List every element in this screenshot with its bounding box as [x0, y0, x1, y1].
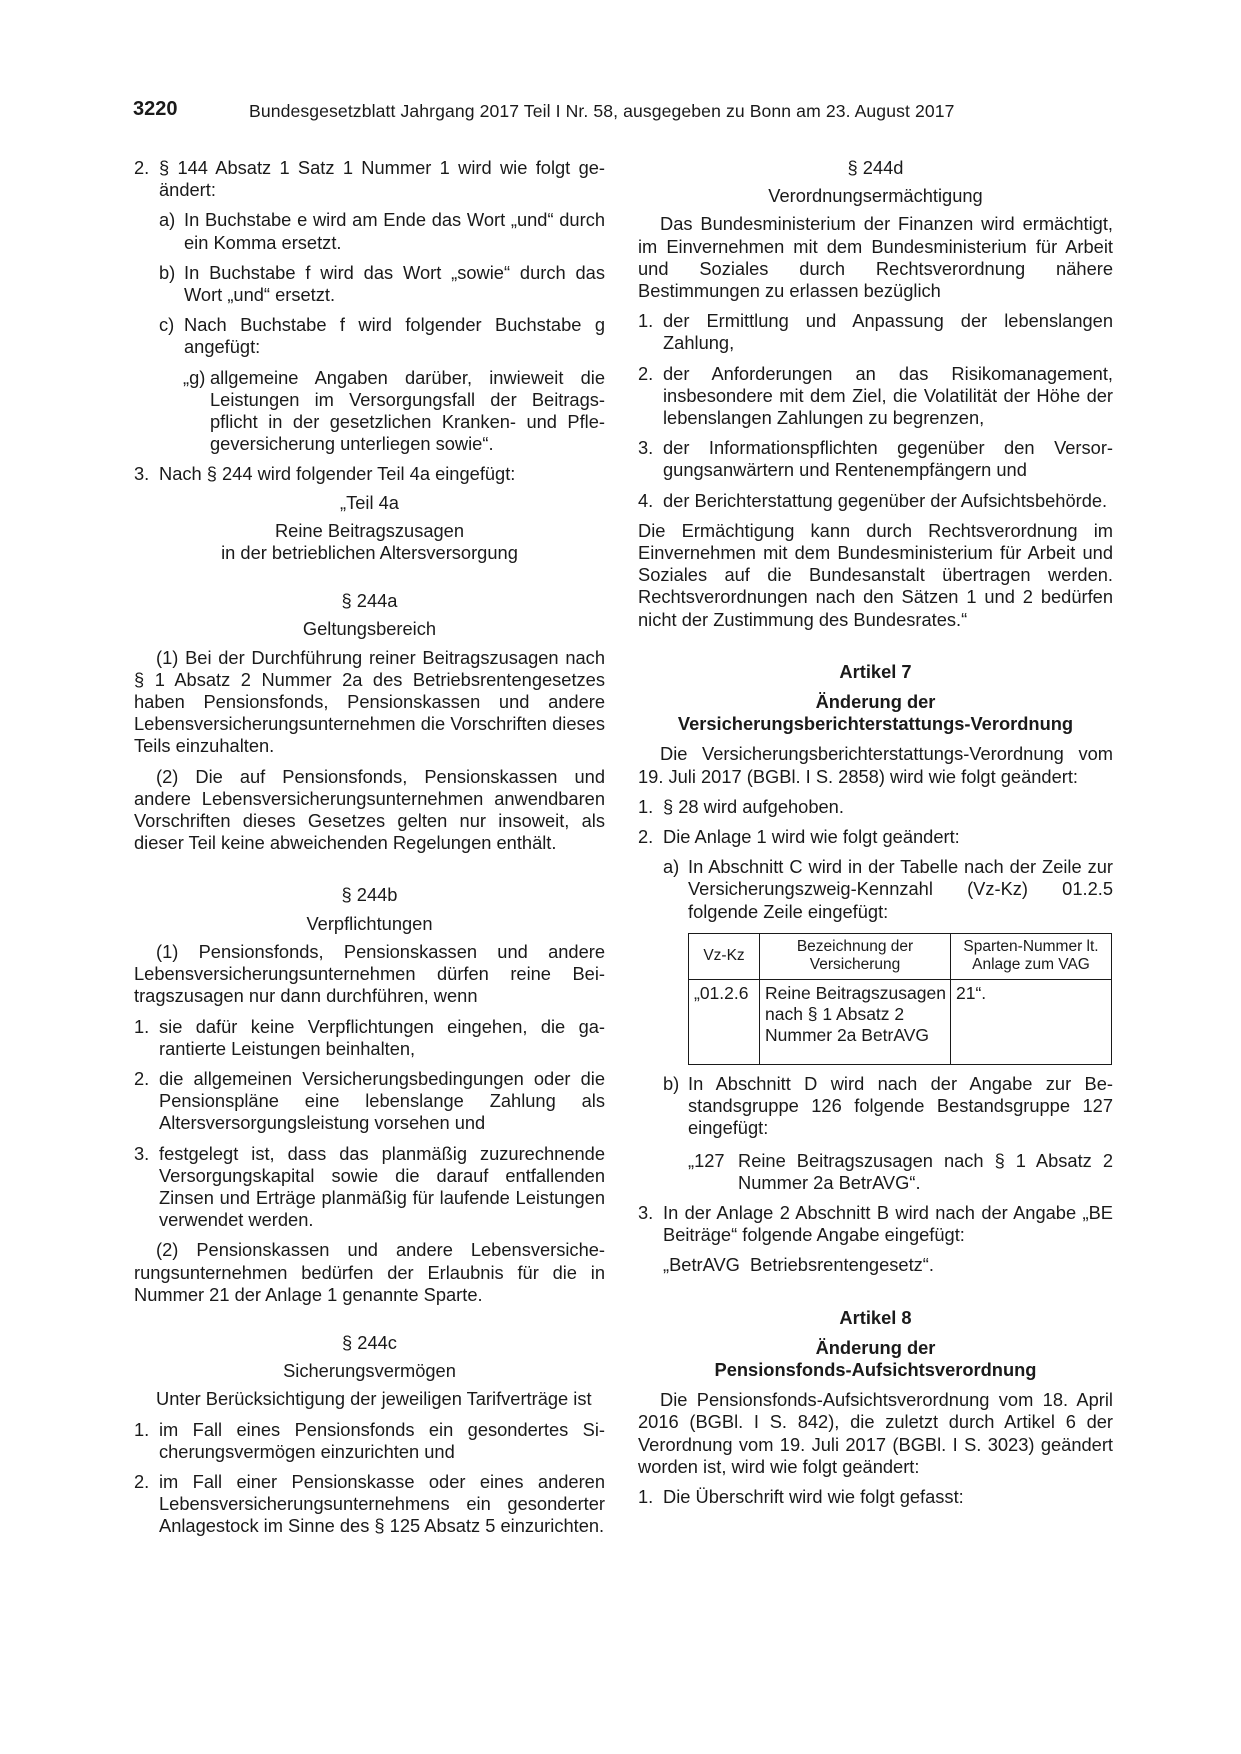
item-text: In Buchstabe e wird am Ende das Wort „und“ durch ein Komma ersetzt. — [184, 209, 605, 253]
item-number: 3. — [638, 1201, 654, 1223]
gazette-title: Bundesgesetzblatt Jahrgang 2017 Teil I Nr. 58, ausgegeben zu Bonn am 23. August 2017 — [249, 101, 955, 121]
item-text: Reine Beitragszusagen nach § 1 Absatz 2 Nummer 2a BetrAVG“. — [738, 1149, 1113, 1193]
item-text: allgemeine Angaben darüber, inwieweit die Leistungen im Versorgungsfall der Beitragspflicht in der gesetzlichen Kranken- und Pflegeversicherung unterliegen sowie“. — [210, 366, 605, 455]
item-number: 2. — [134, 157, 150, 178]
item-text: § 28 wird aufgehoben. — [663, 795, 844, 817]
table-cell: 21“. — [951, 979, 1112, 1064]
article-8-title-line-1: Änderung der — [815, 1336, 936, 1358]
item-2c-g — [134, 367, 605, 456]
item-text: im Fall einer Pensionskasse oder eines anderen Lebensversicherungsunternehmens ein gesonderter Anlagestock im Sinne des § 125 Absatz 5 einzurichten. — [159, 1470, 605, 1537]
section-244b-number: § 244b — [341, 884, 398, 906]
item-number: 1. — [638, 310, 654, 332]
item-2a — [134, 209, 605, 253]
item-text: In Abschnitt C wird in der Tabelle nach der Zeile zur Versicherungszweig-Kennzahl (Vz-Kz) 01.2.5 folgende Zeile eingefügt: — [688, 856, 1113, 922]
item-text: § 144 Absatz 1 Satz 1 Nummer 1 wird wie folgt geändert: — [159, 157, 605, 201]
list-item — [638, 310, 1113, 354]
item-number: 2. — [638, 826, 654, 848]
item-number: 3. — [638, 437, 654, 459]
section-244a-title: Geltungsbereich — [302, 618, 437, 640]
table-cell: „01.2.6 — [689, 979, 760, 1064]
list-item — [638, 437, 1113, 481]
article-8-heading: Artikel 8 — [839, 1306, 912, 1328]
item-number: „127 — [688, 1149, 725, 1171]
item-number: 2. — [134, 1067, 150, 1089]
page-header — [133, 98, 1113, 124]
item-text: sie dafür keine Verpflichtungen eingehen, die garantierte Leistungen beinhalten, — [159, 1015, 605, 1059]
item-text: der Ermittlung und Anpassung der lebenslangen Zahlung, — [663, 310, 1113, 354]
item-2b — [134, 262, 605, 306]
section-244d-number: § 244d — [847, 157, 904, 178]
item-number: 2. — [638, 362, 654, 384]
left-column — [134, 157, 605, 1538]
item-number: a) — [663, 856, 680, 878]
list-item — [638, 1073, 1113, 1140]
section-244d-title: Verordnungsermächtigung — [768, 185, 983, 207]
item-number: 2. — [134, 1470, 150, 1492]
item-number: 3. — [134, 463, 150, 485]
item-number: b) — [159, 261, 176, 283]
item-text: der Berichterstattung gegenüber der Aufsichtsbehörde. — [663, 489, 1108, 511]
paragraph: Die Pensionsfonds-Aufsichtsverordnung vom 18. April 2016 (BGBl. I S. 842), die zuletzt durch Artikel 6 der Verordnung vom 19. Juli 2017 (BGBl. I S. 3023) geändert worden ist, wird wie folgt geändert: — [638, 1389, 1113, 1477]
section-244c-title: Sicherungsvermögen — [283, 1360, 456, 1382]
item-text: Nach § 244 wird folgender Teil 4a eingefügt: — [159, 463, 516, 485]
item-text: die allgemeinen Versicherungsbedingungen oder die Pensionspläne eine lebenslange Zahlung als Altersversorgungsleistung vorsehen und — [159, 1067, 605, 1134]
article-7-title-line-1: Änderung der — [815, 691, 936, 713]
item-number: 1. — [638, 795, 654, 817]
item-3 — [134, 463, 605, 485]
item-text: im Fall eines Pensionsfonds ein gesondertes Sicherungsvermögen einzurichten und — [159, 1418, 605, 1462]
item-text: Die Anlage 1 wird wie folgt geändert: — [663, 826, 960, 848]
table-header-row — [689, 933, 1112, 979]
article-8-title-line-2: Pensionsfonds-Aufsichtsverordnung — [714, 1358, 1037, 1380]
item-text: Die Überschrift wird wie folgt gefasst: — [663, 1485, 964, 1507]
list-item — [134, 1143, 605, 1232]
table-header-cell: Bezeichnung der Versicherung — [760, 933, 951, 979]
insertion-table — [688, 933, 1112, 1065]
paragraph: (2) Die auf Pensionsfonds, Pensionskassen und andere Lebensversicherungsunternehmen anwendbaren Vorschriften dieses Gesetzes gelten nur insoweit, als dieser Teil keine abweichenden Regelungen enthält. — [134, 765, 605, 854]
paragraph: Unter Berücksichtigung der jeweiligen Tarifverträge ist — [156, 1388, 592, 1410]
list-item — [638, 1202, 1113, 1246]
item-number: b) — [663, 1072, 680, 1094]
list-item — [638, 1486, 1113, 1508]
item-text: In Buchstabe f wird das Wort „sowie“ durch das Wort „und“ ersetzt. — [184, 261, 605, 306]
part-title-line-1: Reine Beitragszusagen — [274, 519, 465, 541]
quoted-insertion — [638, 1150, 1113, 1194]
table-row — [689, 979, 1112, 1064]
table-header-cell: Vz-Kz — [689, 933, 760, 979]
paragraph: (2) Pensionskassen und andere Lebensversicherungsunternehmen bedürfen der Erlaubnis für die in Nummer 21 der Anlage 1 genannte Sparte. — [134, 1239, 605, 1305]
table-header-cell: Sparten-Nummer lt. Anlage zum VAG — [951, 933, 1112, 979]
item-text: In der Anlage 2 Abschnitt B wird nach der Angabe „BE Beiträge“ folgende Angabe eingefügt: — [663, 1201, 1113, 1246]
article-7-title-line-2: Versicherungsberichterstattungs-Verordnung — [677, 713, 1074, 735]
right-column — [638, 157, 1113, 1508]
item-text: festgelegt ist, dass das planmäßig zuzurechnende Versorgungskapital sowie die darauf entfallenden Zinsen und Erträge planmäßig für laufende Leistungen verwendet werden. — [159, 1142, 605, 1231]
item-number: 3. — [134, 1142, 150, 1164]
part-heading: „Teil 4a — [340, 491, 399, 513]
item-2 — [134, 157, 605, 201]
list-item — [134, 1016, 605, 1060]
item-2c — [134, 314, 605, 358]
article-7-heading: Artikel 7 — [839, 660, 912, 682]
list-item — [638, 826, 1113, 848]
list-item — [134, 1419, 605, 1463]
item-number: 1. — [134, 1015, 150, 1037]
quoted-insertion: „BetrAVG Betriebsrentengesetz“. — [663, 1254, 934, 1276]
paragraph: Das Bundesministerium der Finanzen wird ermächtigt, im Einvernehmen mit dem Bundesministerium für Arbeit und Soziales durch Rechtsverordnung nähere Bestimmungen zu erlassen bezüglich — [638, 213, 1113, 302]
list-item — [638, 490, 1113, 512]
paragraph: (1) Bei der Durchführung reiner Beitragszusagen nach § 1 Absatz 2 Nummer 2a des Betriebsrentengesetzes haben Pensionsfonds, Pensionskassen und andere Lebensversicherungsunternehmen die Vorschriften dieses Teils einzuhalten. — [134, 646, 605, 757]
item-text: Nach Buchstabe f wird folgender Buchstabe g angefügt: — [184, 314, 605, 358]
item-text: der Anforderungen an das Risikomanagement, insbesondere mit dem Ziel, die Volatilität der Höhe der lebenslangen Zahlungen zu begrenzen, — [663, 362, 1113, 429]
list-item — [638, 796, 1113, 818]
item-number: c) — [159, 314, 175, 336]
item-number: „g) — [183, 366, 206, 388]
page-number: 3220 — [133, 98, 178, 120]
section-244b-title: Verpflichtungen — [306, 912, 433, 934]
paragraph: (1) Pensionsfonds, Pensionskassen und andere Lebensversicherungsunternehmen dürfen reine Beitragszusagen nur dann durchführen, wenn — [134, 940, 605, 1007]
item-number: 1. — [134, 1418, 150, 1440]
part-title-line-2: in der betrieblichen Altersversorgung — [221, 542, 518, 564]
list-item — [638, 856, 1113, 923]
item-number: 4. — [638, 489, 654, 511]
table-cell: Reine Beitragszusagen nach § 1 Absatz 2 Nummer 2a BetrAVG — [760, 979, 951, 1064]
paragraph: Die Ermächtigung kann durch Rechtsverordnung im Einvernehmen mit dem Bundesministerium für Arbeit und Soziales auf die Bundesanstalt übertragen werden. Rechtsverordnungen nach den Sätzen 1 und 2 bedürfen nicht der Zustimmung des Bundesrates.“ — [638, 519, 1113, 630]
item-number: a) — [159, 209, 176, 231]
section-244c-number: § 244c — [342, 1331, 397, 1353]
section-244a-number: § 244a — [341, 590, 398, 612]
list-item — [638, 363, 1113, 430]
list-item — [134, 1068, 605, 1135]
paragraph: Die Versicherungsberichterstattungs-Verordnung vom 19. Juli 2017 (BGBl. I S. 2858) wird wie folgt geändert: — [638, 743, 1113, 787]
item-number: 1. — [638, 1485, 654, 1507]
item-text: der Informationspflichten gegenüber den Versorgungsanwärtern und Rentenempfängern und — [663, 437, 1113, 481]
item-text: In Abschnitt D wird nach der Angabe zur Bestandsgruppe 126 folgende Bestandsgruppe 127 eingefügt: — [688, 1072, 1113, 1139]
list-item — [134, 1471, 605, 1538]
